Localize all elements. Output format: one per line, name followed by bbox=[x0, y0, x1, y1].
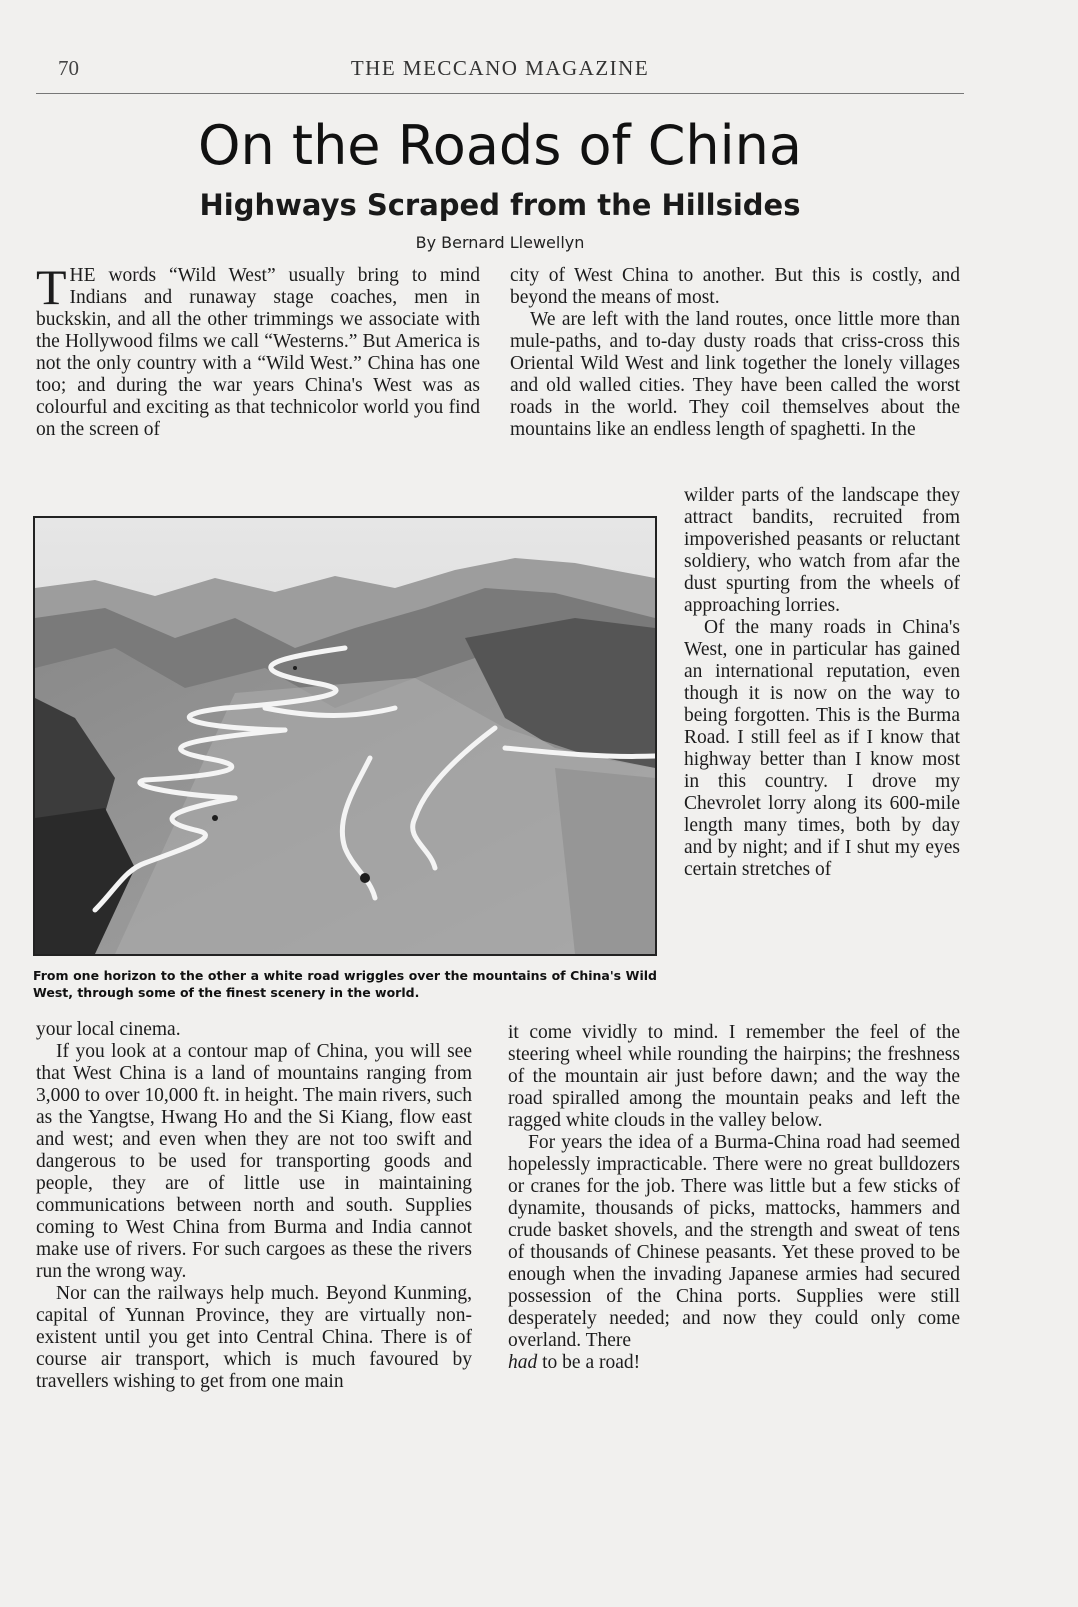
paragraph-1 bbox=[36, 259, 480, 441]
paragraph-4-continued: wilder parts of the landscape they attract bandits, recruited from impoverished peasants or reluctant soldiery, who watch from afar the dust spurting from the wheels of approaching lorries. bbox=[684, 485, 960, 616]
article-title: On the Roads of China bbox=[198, 114, 802, 177]
paragraph-6-ending: to be a road! bbox=[537, 1352, 641, 1373]
page-number: 70 bbox=[58, 56, 79, 80]
page-header bbox=[36, 52, 964, 82]
header-rule bbox=[36, 93, 964, 94]
paragraph-1-text: HE words “Wild West” usually bring to mind Indians and runaway stage coaches, men in buckskin, and all the other trimmings we associate with the Hollywood films we call “Westerns.” But America is not the only country with a “Wild West.” China has one too; and during the war years China's West was as colourful and exciting as that technicolor world you find on the screen of bbox=[36, 265, 480, 440]
column-right-bottom bbox=[508, 1022, 960, 1374]
paragraph-6 bbox=[508, 1132, 960, 1374]
paragraph-3: Nor can the railways help much. Beyond Kunming, capital of Yunnan Province, they are virtually non-existent until you get into Central China. There is of course air transport, which is much favoured by travellers wishing to get from one main bbox=[36, 1283, 472, 1392]
running-head: THE MECCANO MAGAZINE bbox=[350, 56, 650, 80]
column-beside-photo bbox=[684, 485, 960, 881]
paragraph-1-continued: your local cinema. bbox=[36, 1019, 181, 1040]
paragraph-6-text: For years the idea of a Burma-China road had seemed hopelessly impracticable. There were no great bulldozers or cranes for the job. There was little but a few sticks of dynamite, thousands of picks, mattocks, hammers and crude basket shovels, and the strength and sweat of tens of thousands of Chinese peasants. Yet these proved to be enough when the invading Japanese armies had secured possession of the China ports. Supplies were still desperately needed; and now they could only come overland. There bbox=[508, 1132, 960, 1351]
column-left-top bbox=[36, 259, 480, 441]
article-byline: By Bernard Llewellyn bbox=[415, 233, 585, 252]
paragraph-2: If you look at a contour map of China, you will see that West China is a land of mountains ranging from 3,000 to over 10,000 ft. in height. The main rivers, such as the Yangtse, Hwang Ho and the Si Kiang, flow east and west; and even when they are not too swift and dangerous to be used for transporting goods and people, they are of little use in maintaining communications between north and south. Supplies coming to West China from Burma and India cannot make use of rivers. For such cargoes as these the rivers run the wrong way. bbox=[36, 1041, 472, 1282]
paragraph-3-continued: city of West China to another. But this is costly, and beyond the means of most. bbox=[510, 265, 960, 308]
paragraph-5: Of the many roads in China's West, one in particular has gained an international reputation, even though it is now on the way to being forgotten. This is the Burma Road. I still feel as if I know that highway better than I know most in this country. I drove my Chevrolet lorry along its 600-mile length many times, both by day and by night; and if I shut my eyes certain stretches of bbox=[684, 617, 960, 880]
paragraph-4: We are left with the land routes, once little more than mule-paths, and to-day dusty roads that criss-cross this Oriental Wild West and link together the lonely villages and old walled cities. They have been called the worst roads in the world. They coil themselves about the mountains like an endless length of spaghetti. In the bbox=[510, 309, 960, 440]
mountain-road-photo bbox=[33, 516, 657, 956]
drop-cap: T bbox=[36, 259, 67, 315]
paragraph-5-continued: it come vividly to mind. I remember the feel of the steering wheel while rounding the hairpins; the freshness of the mountain air just before dawn; and the way the road spiralled among the mountain peaks and left the ragged white clouds in the valley below. bbox=[508, 1022, 960, 1131]
mountain-road-image bbox=[35, 518, 655, 954]
emphasis-had: had bbox=[508, 1352, 538, 1373]
column-right-top bbox=[510, 265, 960, 441]
article-subtitle: Highways Scraped from the Hillsides bbox=[199, 188, 801, 222]
column-left-bottom bbox=[36, 1019, 472, 1393]
photo-caption: From one horizon to the other a white road wriggles over the mountains of China's Wild West, through some of the finest scenery in the world. bbox=[33, 968, 657, 1000]
